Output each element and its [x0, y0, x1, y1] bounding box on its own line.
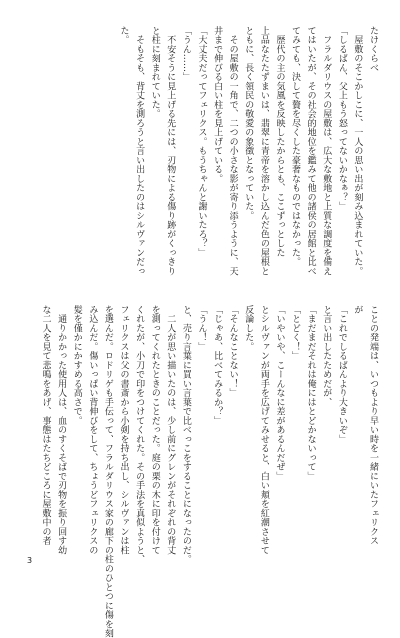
text-line: 通りかかった使用人は、血のすくそばで刃物を振り回す幼 — [56, 305, 67, 555]
text-line: 「そんなことない！」 — [227, 305, 238, 398]
text-line: 二人が思い描いたのは、少し前にグレンがそれぞれの背丈 — [165, 305, 176, 555]
text-line: 屋敷のそこかしこに、一人の思い出が刻み込まれていた。 — [352, 26, 363, 276]
text-line: と言い出したためだが、 — [321, 305, 332, 407]
text-line: と柱に刻まれていた。 — [149, 26, 160, 119]
text-line: フラルダリウスの屋敷は、広大な敷地と上質な調度を備え — [321, 26, 332, 276]
text-line: 「じゃあ、比べてみるか？」 — [212, 305, 223, 426]
text-line: 髪を僅かにかすめる高さで。 — [71, 305, 82, 426]
text-block-lower — [35, 305, 380, 638]
text-block-upper — [35, 26, 380, 274]
text-line: その屋敷の一角で、二つの小さな影が寄り添うように、天 — [227, 26, 238, 276]
text-line: み込んだ。傷いっぱい背伸びをして、ちょうどフェリクスの — [87, 305, 98, 555]
text-line: と、売り言葉に買い言葉で比べっこをすることになったのだ。 — [180, 305, 191, 564]
text-line: が — [352, 305, 363, 315]
text-line: 反論した。 — [243, 305, 254, 352]
text-line: たけくらべ — [368, 26, 378, 73]
text-line: を選んだ。ロドリゲも手伝って、フラルダリウス家の廊下の柱のひとつに傷を刻 — [102, 305, 113, 638]
text-line: 「しるばん、父上もう怒ってないかなぁ？」 — [336, 26, 347, 211]
text-line: ともに、長く領民の敬愛の象徴となっていた。 — [243, 26, 254, 221]
text-line: な二人を見て悲鳴をあげ、事態はたちどころに屋敷中の者 — [40, 305, 51, 546]
text-line: 「これでしるばんより大きいぞ」 — [336, 305, 347, 444]
text-line: 「大丈夫だってフェリクス。もうちゃんと謝いたろ？」 — [196, 26, 207, 258]
text-line: 「いやいや、こーんなに差があるんだぜ」 — [274, 305, 285, 481]
text-line: とシルヴァンが両手を広げてみせると、白い頬を紅潮させて — [258, 305, 269, 555]
text-line: そもそも、背丈を測ろうと言い出したのはシルヴァンだっ — [134, 26, 145, 276]
text-line: 上品なたたずまいは、翡翠に青帝を溶かし込んだ色の屋根と — [258, 26, 269, 276]
text-line: 「とどく！」 — [290, 305, 301, 361]
text-line: ことの発端は、いつもより早い時を一緒にいたフェリクス — [368, 305, 378, 546]
text-line: てみても、決して贅を尽くした豪奢なものではなかった。 — [290, 26, 301, 267]
text-line: くれたが、小刀で印をつけてくれた。その手法を真似ようと、 — [134, 305, 145, 564]
page-number: 3 — [27, 556, 33, 565]
text-line: 不安そうに見上げる先には、刃物による傷り跡がくっきり — [165, 26, 176, 276]
text-line: 井まで伸びる白い柱を見上げている。 — [212, 26, 223, 184]
text-line: を測ってくれたときのことだった。庭の栗の木に印を付けて — [149, 305, 160, 555]
text-line: 「うん……」 — [180, 26, 191, 82]
text-line: 「まだまだそれは俺にはとどかないって」 — [305, 305, 316, 481]
text-line: てはいたが、その社会的地位を鑑みて他の諸侯の居館と比べ — [305, 26, 316, 276]
text-line: フェリクスは父の書斎から小剣を持ち出し、シルヴァンは柱 — [118, 305, 129, 555]
text-line: 「うん！」 — [196, 305, 207, 352]
text-line: た。 — [118, 26, 129, 45]
text-line: 歴代の主の気風を反映したからとも、ここずっとした — [274, 26, 285, 258]
